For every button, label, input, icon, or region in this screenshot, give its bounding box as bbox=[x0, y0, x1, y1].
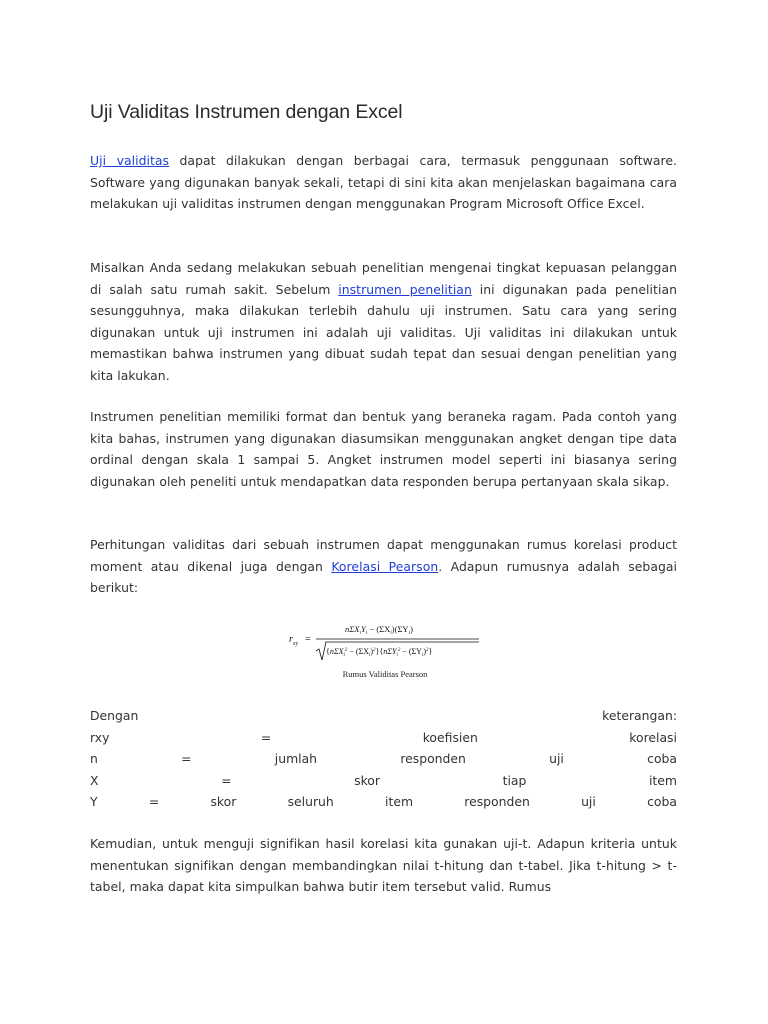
paragraph-calculation-text-a: Perhitungan validitas dari sebuah instrumen dapat menggunakan rumus korelasi product moment atau dikenal juga dengan bbox=[90, 537, 677, 574]
legend-cell: skor bbox=[354, 773, 380, 788]
link-instrumen-penelitian[interactable]: instrumen penelitian bbox=[338, 281, 472, 297]
link-korelasi-pearson[interactable]: Korelasi Pearson bbox=[331, 558, 439, 574]
paragraph-intro-text: dapat dilakukan dengan berbagai cara, termasuk penggunaan software. Software yang digunakan banyak sekali, tetapi di sini kita akan menjelaskan bagaimana cara melakukan uji validitas instrumen dengan menggunakan Program Microsoft Office Excel. bbox=[90, 153, 677, 211]
formula-caption: Rumus Validitas Pearson bbox=[342, 669, 428, 679]
link-uji-validitas[interactable]: Uji validitas bbox=[90, 153, 170, 168]
legend-cell: responden bbox=[400, 751, 466, 766]
legend-cell: = bbox=[260, 730, 272, 745]
page-title: Uji Validitas Instrumen dengan Excel bbox=[90, 101, 403, 123]
legend-cell: koefisien bbox=[422, 730, 478, 745]
paragraph-example-text-b: ini digunakan pada penelitian sesungguhnya, maka dilakukan terlebih dahulu uji instrumen. Satu cara yang sering digunakan untuk uji instrumen ini adalah uji validitas. Uji validitas ini dilakukan untuk memastikan bahwa instrumen yang dibuat sudah tepat dan sesuai dengan penelitian yang kita lakukan. bbox=[90, 281, 677, 383]
legend-cell: coba bbox=[647, 794, 677, 809]
legend-row bbox=[90, 705, 677, 727]
legend-cell: korelasi bbox=[629, 730, 677, 745]
legend-cell: uji bbox=[549, 751, 564, 766]
legend-cell: item bbox=[385, 794, 414, 809]
legend-row bbox=[90, 748, 677, 770]
legend-row bbox=[90, 791, 677, 813]
paragraph-calculation bbox=[90, 534, 677, 599]
legend-cell: tiap bbox=[502, 773, 527, 788]
legend-cell: rxy bbox=[90, 730, 110, 745]
paragraph-t-test: Kemudian, untuk menguji signifikan hasil korelasi kita gunakan uji-t. Adapun kriteria untuk menentukan signifikan dengan membandingkan nilai t-hitung dan t-tabel. Jika t-hitung > t-tabel, maka dapat kita simpulkan bahwa butir item tersebut valid. Rumus bbox=[90, 836, 677, 894]
legend-row bbox=[90, 770, 677, 792]
paragraph-intro bbox=[90, 150, 677, 215]
legend-cell: item bbox=[648, 773, 677, 788]
legend-cell: seluruh bbox=[287, 794, 334, 809]
legend-row bbox=[90, 727, 677, 749]
legend-cell: n bbox=[90, 751, 98, 766]
legend-cell: uji bbox=[581, 794, 596, 809]
legend-cell: keterangan: bbox=[602, 708, 677, 723]
legend-cell: responden bbox=[464, 794, 530, 809]
formula-lhs: $r_{xy}$ bbox=[289, 634, 299, 647]
legend-cell: skor bbox=[210, 794, 237, 809]
legend-cell: X bbox=[90, 773, 99, 788]
legend-cell: = bbox=[181, 751, 192, 766]
paragraph-example-text-a: Misalkan Anda sedang melakukan sebuah penelitian mengenai tingkat kepuasan pelanggan di salah satu rumah sakit. Sebelum bbox=[90, 260, 677, 297]
formula-numerator: $n\Sigma X_iY_i - (\Sigma X_i)(\Sigma Y_i)$ bbox=[345, 624, 413, 636]
legend-cell: = bbox=[221, 773, 232, 788]
legend-cell: = bbox=[148, 794, 160, 809]
svg-text:=: = bbox=[305, 634, 311, 645]
legend-cell: Dengan bbox=[90, 708, 139, 723]
paragraph-calculation-text-b: . Adapun rumusnya adalah sebagai berikut: bbox=[90, 558, 678, 595]
legend-cell: jumlah bbox=[274, 751, 318, 766]
formula-denominator: $\{n\Sigma X_i^2 - (\Sigma X_i)^2\}\{n\Sigma Y_i^2 - (\Sigma Y_i)^2\}$ bbox=[326, 647, 433, 658]
paragraph-instrument-format: Instrumen penelitian memiliki format dan bentuk yang beraneka ragam. Pada contoh yang kita bahas, instrumen yang digunakan diasumsikan menggunakan angket dengan tipe data ordinal dengan skala 1 sampai 5. Angket instrumen model seperti ini biasanya sering digunakan oleh peneliti untuk mendapatkan data responden berupa pertanyaan skala sikap. bbox=[90, 409, 677, 489]
legend-cell: Y bbox=[90, 794, 98, 809]
paragraph-example bbox=[90, 257, 677, 386]
legend-cell: coba bbox=[647, 751, 677, 766]
